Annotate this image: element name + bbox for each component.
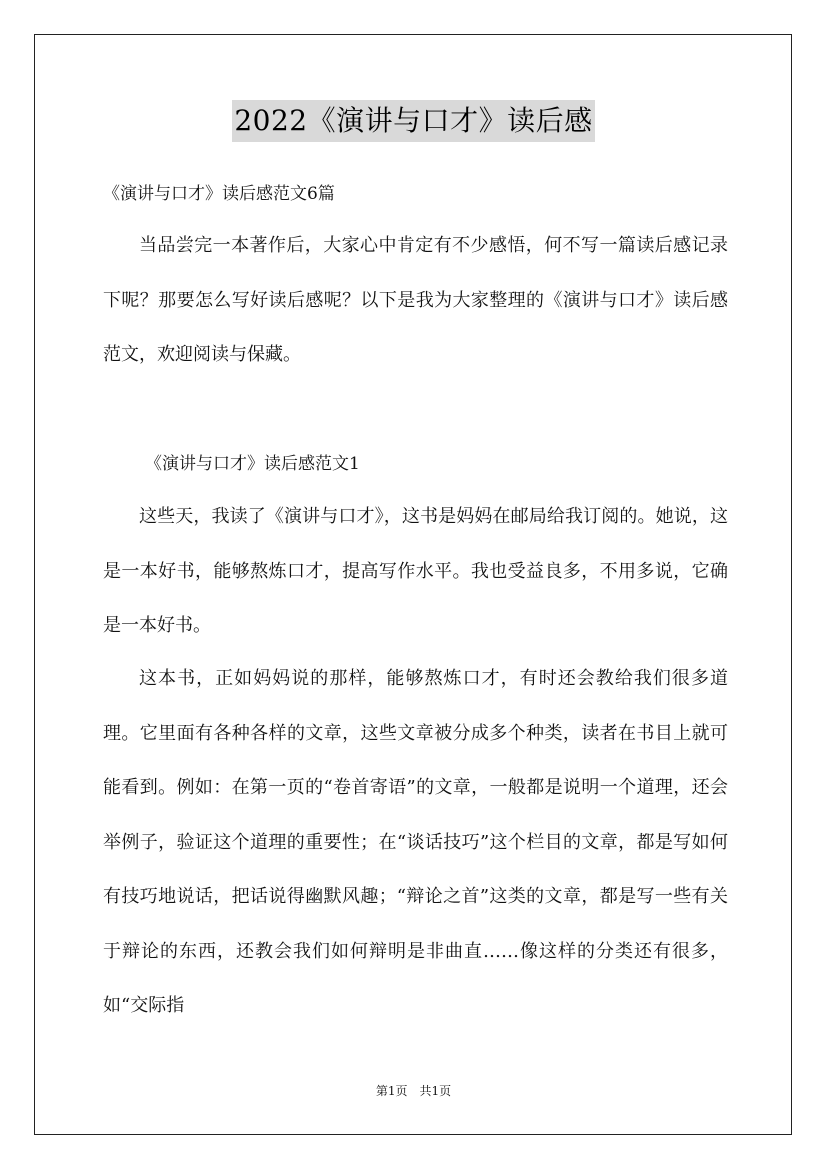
document-subtitle: 《演讲与口才》读后感范文6篇 xyxy=(103,184,335,204)
section-heading: 《演讲与口才》读后感范文1 xyxy=(145,454,360,474)
page-footer: 第1页 共1页 xyxy=(375,1084,452,1098)
body-paragraph-2: 这本书，正如妈妈说的那样，能够熬炼口才，有时还会教给我们很多道理。它里面有各种各样的文章，这些文章被分成多个种类，读者在书目上就可能看到。例如：在第一页的“卷首寄语”的文章，一般都是说明一个道理，还会举例子，验证这个道理的重要性；在“谈话技巧”这个栏目的文章，都是写如何有技巧地说话，把话说得幽默风趣；“辩论之首”这类的文章，都是写一些有关于辩论的东西，还教会我们如何辩明是非曲直……像这样的分类还有很多，如“交际指 xyxy=(103,668,728,1016)
intro-paragraph: 当品尝完一本著作后，大家心中肯定有不少感悟，何不写一篇读后感记录下呢？那要怎么写好读后感呢？以下是我为大家整理的《演讲与口才》读后感范文，欢迎阅读与保藏。 xyxy=(103,235,728,365)
document-title: 2022《演讲与口才》读后感 xyxy=(232,100,594,142)
body-paragraph-1: 这些天，我读了《演讲与口才》，这书是妈妈在邮局给我订阅的。她说，这是一本好书，能够熬炼口才，提高写作水平。我也受益良多，不用多说，它确是一本好书。 xyxy=(103,506,728,636)
title-wrap xyxy=(0,100,827,142)
